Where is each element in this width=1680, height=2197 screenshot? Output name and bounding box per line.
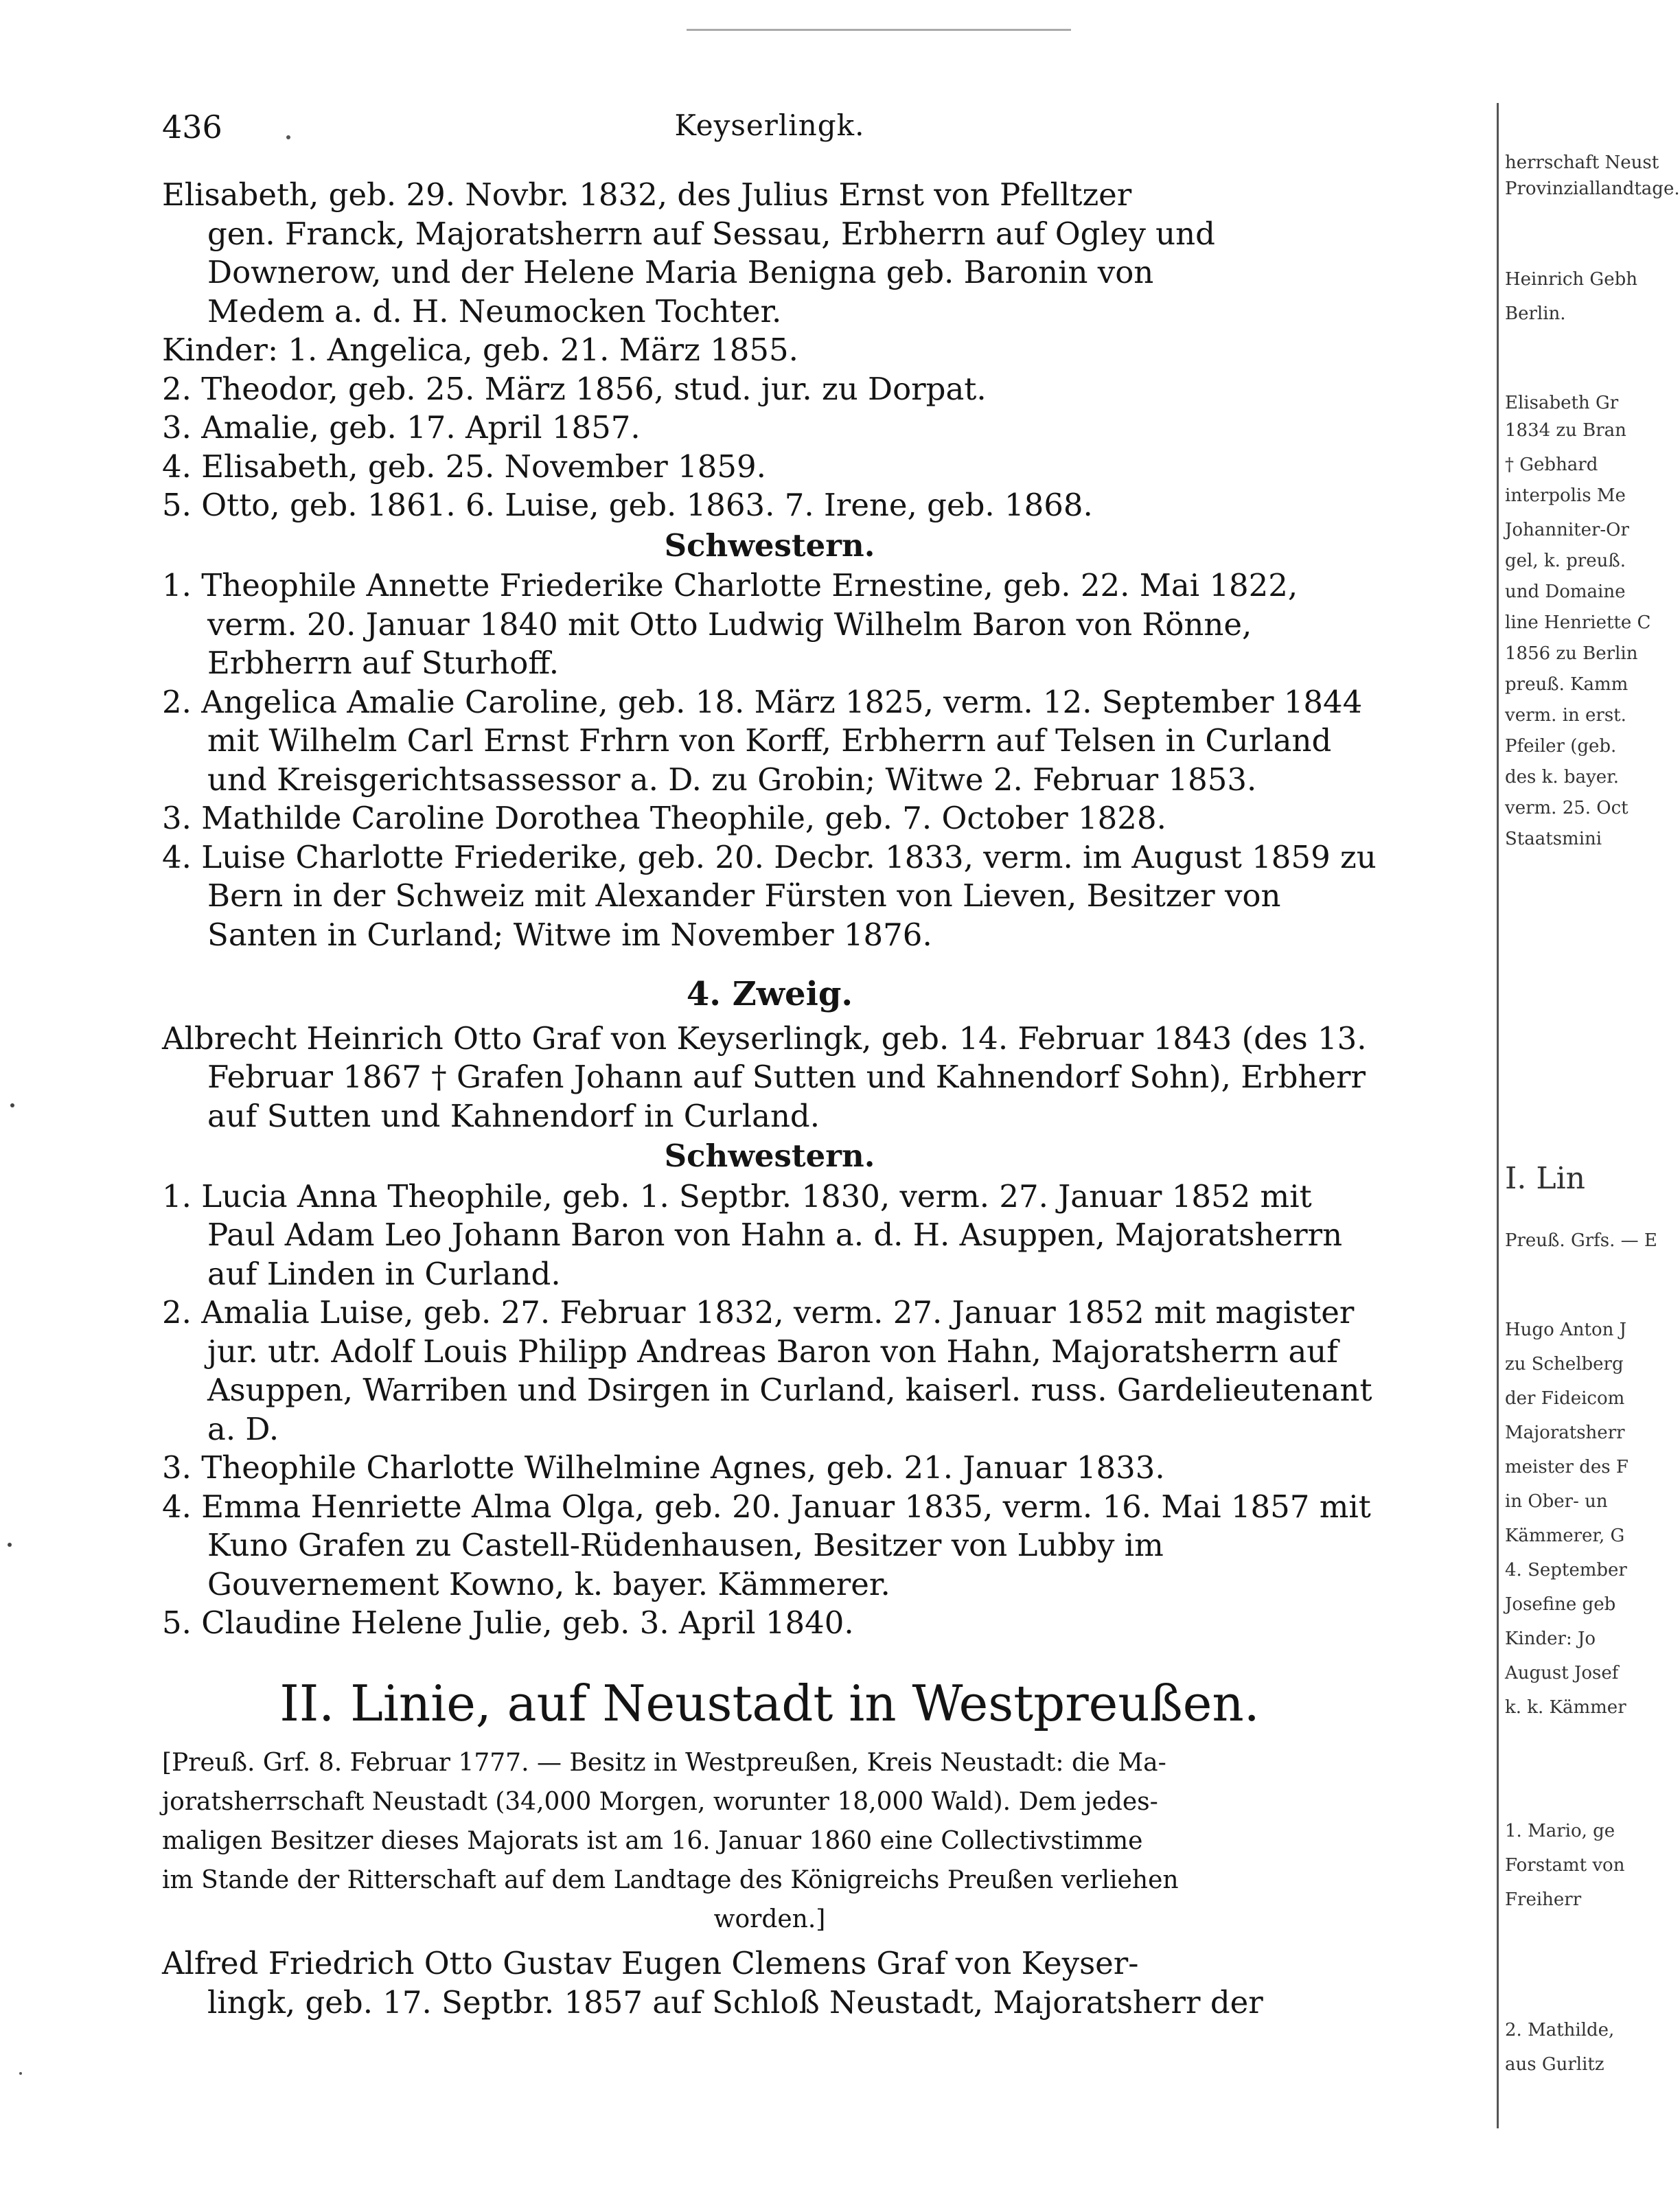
adjacent-fragment: Johanniter-Or	[1505, 520, 1629, 540]
adjacent-fragment: Forstamt von	[1505, 1855, 1625, 1876]
sisters-list	[162, 566, 1377, 954]
adjacent-fragment: Majoratsherr	[1505, 1423, 1625, 1443]
sister-entry: 3. Mathilde Caroline Dorothea Theophile, geb. 7. October 1828.	[162, 800, 1166, 836]
adjacent-fragment: des k. bayer.	[1505, 767, 1619, 787]
adjacent-fragment: August Josef	[1505, 1663, 1619, 1683]
entry-line: Alfred Friedrich Otto Gustav Eugen Clemens Graf von Keyser-	[162, 1945, 1139, 1981]
section-heading: Schwestern.	[664, 527, 875, 564]
adjacent-fragment: herrschaft Neust	[1505, 152, 1659, 173]
line-entry	[162, 1944, 1377, 2022]
sister-entry: 2. Amalia Luise, geb. 27. Februar 1832, verm. 27. Januar 1852 mit magister jur. utr. Adolf Louis Philipp Andreas Baron von Hahn, Majoratsherrn auf Asuppen, Warriben und Dsirgen in Curland, kaiserl. russ. Gardelieutenant a. D.	[162, 1294, 1372, 1447]
adjacent-fragment: zu Schelberg	[1505, 1354, 1624, 1374]
sister-entry: 4. Emma Henriette Alma Olga, geb. 20. Januar 1835, verm. 16. Mai 1857 mit Kuno Grafen zu Castell-Rüdenhausen, Besitzer von Lubby im Gouvernement Kowno, k. bayer. Kämmerer.	[162, 1488, 1371, 1602]
page-header	[162, 102, 1377, 157]
adjacent-fragment: † Gebhard	[1505, 455, 1598, 475]
adjacent-fragment: Josefine geb	[1505, 1594, 1616, 1615]
adjacent-fragment: I. Lin	[1505, 1161, 1585, 1196]
scan-speck	[19, 2072, 22, 2075]
adjacent-fragment: interpolis Me	[1505, 485, 1626, 506]
adjacent-fragment: verm. 25. Oct	[1505, 798, 1629, 818]
adjacent-fragment: Pfeiler (geb.	[1505, 736, 1617, 757]
adjacent-fragment: Kämmerer, G	[1505, 1526, 1625, 1546]
adjacent-fragment: Freiherr	[1505, 1889, 1582, 1910]
sister-entry: 5. Claudine Helene Julie, geb. 3. April 1840.	[162, 1604, 854, 1641]
sister-entry: 2. Angelica Amalie Caroline, geb. 18. März 1825, verm. 12. September 1844 mit Wilhelm Carl Ernst Frhrn von Korff, Erbherrn auf Telsen in Curland und Kreisgerichtsassessor a. D. zu Grobin; Witwe 2. Februar 1853.	[162, 683, 1363, 798]
adjacent-fragment: in Ober- un	[1505, 1491, 1608, 1512]
adjacent-fragment: Kinder: Jo	[1505, 1629, 1596, 1649]
sister-entry: 1. Theophile Annette Friederike Charlotte Ernestine, geb. 22. Mai 1822, verm. 20. Januar 1840 mit Otto Ludwig Wilhelm Baron von Rönne, Erbherrn auf Sturhoff.	[162, 567, 1298, 681]
child-entry: 4. Elisabeth, geb. 25. November 1859.	[162, 448, 766, 485]
adjacent-fragment: preuß. Kamm	[1505, 674, 1629, 695]
note-line: joratsherrschaft Neustadt (34,000 Morgen, worunter 18,000 Wald). Dem jedes-	[162, 1788, 1158, 1816]
adjacent-fragment: und Domaine	[1505, 582, 1626, 602]
scan-speck	[10, 1103, 14, 1107]
child-entry: 3. Amalie, geb. 17. April 1857.	[162, 409, 641, 446]
sisters-list	[162, 1177, 1377, 1643]
adjacent-fragment: Preuß. Grfs. — E	[1505, 1230, 1657, 1251]
sister-entry: 1. Lucia Anna Theophile, geb. 1. Septbr. 1830, verm. 27. Januar 1852 mit Paul Adam Leo Johann Baron von Hahn a. d. H. Asuppen, Majoratsherrn auf Linden in Curland.	[162, 1177, 1343, 1292]
branch-entry: Albrecht Heinrich Otto Graf von Keyserlingk, geb. 14. Februar 1843 (des 13. Februar 1867 † Grafen Johann auf Sutten und Kahnendorf Sohn), Erbherr auf Sutten und Kahnendorf in Curland.	[162, 1020, 1367, 1134]
adjacent-fragment: meister des F	[1505, 1457, 1629, 1477]
page-number: 436	[162, 108, 222, 146]
intro-line: Downerow, und der Helene Maria Benigna geb. Baronin von	[207, 254, 1154, 290]
adjacent-page-strip	[1497, 124, 1680, 2115]
intro-line: Elisabeth, geb. 29. Novbr. 1832, des Julius Ernst von Pfelltzer	[162, 176, 1132, 213]
running-head: Keyserlingk.	[674, 108, 865, 142]
adjacent-fragment: verm. in erst.	[1505, 705, 1626, 726]
adjacent-fragment: 1834 zu Bran	[1505, 420, 1626, 441]
section-heading: Schwestern.	[664, 1138, 875, 1174]
entry-line: lingk, geb. 17. Septbr. 1857 auf Schloß Neustadt, Majoratsherr der	[207, 1983, 1263, 2021]
adjacent-fragment: k. k. Kämmer	[1505, 1697, 1626, 1718]
note-line: [Preuß. Grf. 8. Februar 1777. — Besitz in Westpreußen, Kreis Neustadt: die Ma-	[162, 1749, 1166, 1777]
child-entry: Kinder: 1. Angelica, geb. 21. März 1855.	[162, 332, 798, 368]
adjacent-fragment: gel, k. preuß.	[1505, 551, 1626, 571]
entry-intro	[162, 176, 1377, 331]
sister-entry: 4. Luise Charlotte Friederike, geb. 20. Decbr. 1833, verm. im August 1859 zu Bern in der Schweiz mit Alexander Fürsten von Lieven, Besitzer von Santen in Curland; Witwe im November 1876.	[162, 838, 1377, 953]
child-entry: 2. Theodor, geb. 25. März 1856, stud. jur. zu Dorpat.	[162, 370, 987, 407]
adjacent-fragment: Provinziallandtage.	[1505, 179, 1680, 199]
adjacent-fragment: 4. September	[1505, 1560, 1627, 1580]
line-heading: II. Linie, auf Neustadt in Westpreußen.	[279, 1674, 1260, 1732]
child-entry: 5. Otto, geb. 1861. 6. Luise, geb. 1863. 7. Irene, geb. 1868.	[162, 487, 1093, 523]
sister-entry: 3. Theophile Charlotte Wilhelmine Agnes, geb. 21. Januar 1833.	[162, 1449, 1165, 1486]
adjacent-fragment: 1. Mario, ge	[1505, 1821, 1615, 1841]
intro-line: gen. Franck, Majoratsherrn auf Sessau, Erbherrn auf Ogley und	[207, 215, 1215, 252]
adjacent-fragment: aus Gurlitz	[1505, 2054, 1604, 2075]
scan-speck	[8, 1543, 12, 1547]
bracketed-note	[162, 1743, 1377, 1939]
adjacent-fragment: Staatsmini	[1505, 829, 1602, 849]
adjacent-fragment: Hugo Anton J	[1505, 1320, 1627, 1340]
note-line: im Stande der Ritterschaft auf dem Landtage des Königreichs Preußen verliehen	[162, 1866, 1179, 1894]
note-line: worden.]	[713, 1905, 826, 1933]
intro-line: Medem a. d. H. Neumocken Tochter.	[207, 292, 782, 330]
children-list	[162, 331, 1377, 525]
adjacent-fragment: Berlin.	[1505, 303, 1566, 324]
main-text-column	[162, 176, 1377, 2022]
top-scan-streak	[687, 29, 1071, 31]
branch-heading: 4. Zweig.	[686, 975, 853, 1013]
adjacent-fragment: Elisabeth Gr	[1505, 393, 1619, 413]
adjacent-fragment: 1856 zu Berlin	[1505, 643, 1638, 664]
adjacent-fragment: 2. Mathilde,	[1505, 2020, 1615, 2040]
adjacent-fragment: der Fideicom	[1505, 1388, 1625, 1409]
adjacent-fragment: Heinrich Gebh	[1505, 269, 1637, 290]
adjacent-fragment: line Henriette C	[1505, 612, 1651, 633]
note-line: maligen Besitzer dieses Majorats ist am 16. Januar 1860 eine Collectivstimme	[162, 1827, 1143, 1855]
